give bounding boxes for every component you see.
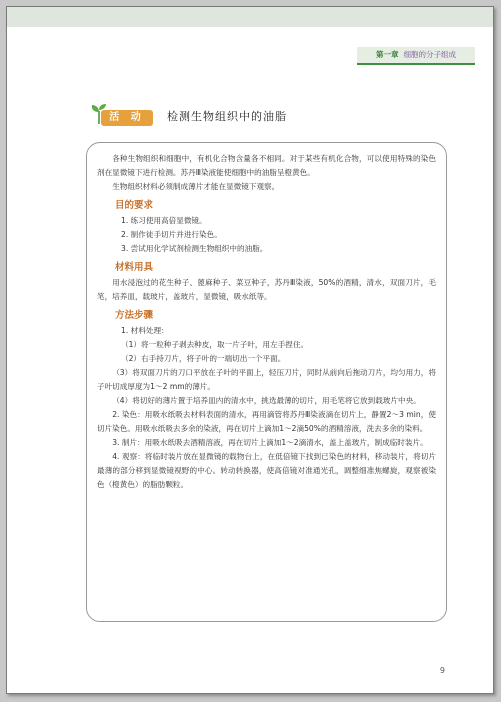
intro-paragraph: 生物组织材料必须制成薄片才能在显微镜下观察。 <box>112 182 280 191</box>
activity-title: 检测生物组织中的油脂 <box>167 110 287 123</box>
objective-item: 2. 制作徒手切片并进行染色。 <box>121 230 222 239</box>
intro-paragraph: 各种生物组织和细胞中，有机化合物含量各不相同。对于某些有机化合物，可以使用特殊的染色剂在显微镜下进行检测。苏丹Ⅲ染液能使细胞中的油脂呈橙黄色。 <box>97 154 436 177</box>
activity-content-box <box>86 142 447 622</box>
method-step: （3）将双面刀片的刀口平放在子叶的平面上，轻压刀片，同时从前向后拖动刀片，均匀用力，将子叶切成厚度为1～2 mm的薄片。 <box>97 368 436 391</box>
chapter-tab <box>357 47 475 65</box>
activity-heading <box>89 102 469 128</box>
methods-heading: 方法步骤 <box>115 310 154 321</box>
objective-item: 1. 练习使用高倍显微镜。 <box>121 216 207 225</box>
method-step: （4）将切好的薄片置于培养皿内的清水中，挑选最薄的切片，用毛笔将它放到载玻片中央。 <box>112 396 421 405</box>
objectives-heading: 目的要求 <box>115 200 154 211</box>
method-step: 3. 制片：用吸水纸吸去酒精溶液，再在切片上滴加1～2滴清水，盖上盖玻片，制成临时装片。 <box>112 438 428 447</box>
header-bar <box>7 7 493 27</box>
chapter-number: 第一章 <box>376 50 399 59</box>
activity-badge: 活 动 <box>101 110 153 126</box>
method-step: （2）右手持刀片，将子叶的一端切出一个平面。 <box>121 354 286 363</box>
method-step: 1. 材料处理： <box>121 326 169 335</box>
method-step: 4. 观察：将临时装片放在显微镜的载物台上，在低倍镜下找到已染色的材料，移动装片，将切片最薄的部分移到显微镜视野的中心。转动转换器，使高倍镜对准通光孔，调整细准焦螺旋，观察被染色（橙黄色）的脂肪颗粒。 <box>97 452 436 489</box>
materials-text: 用水浸泡过的花生种子、蓖麻种子、菜豆种子，苏丹Ⅲ染液，50%的酒精，清水，双面刀片，毛笔，培养皿，载玻片，盖玻片，显微镜，吸水纸等。 <box>97 278 436 301</box>
page-number: 9 <box>439 666 445 675</box>
textbook-page <box>6 6 494 694</box>
chapter-subtitle: 细胞的分子组成 <box>403 50 456 59</box>
materials-heading: 材料用具 <box>115 262 154 273</box>
method-step: 2. 染色：用吸水纸吸去材料表面的清水，再用滴管将苏丹Ⅲ染液滴在切片上，静置2～3 min，使切片染色。用吸水纸吸去多余的染液，再在切片上滴加1～2滴50%的酒精溶液，洗去多余的染料。 <box>97 410 436 433</box>
method-step: （1）将一粒种子剥去种皮，取一片子叶，用左手捏住。 <box>121 340 309 349</box>
objective-item: 3. 尝试用化学试剂检测生物组织中的油脂。 <box>121 244 268 253</box>
